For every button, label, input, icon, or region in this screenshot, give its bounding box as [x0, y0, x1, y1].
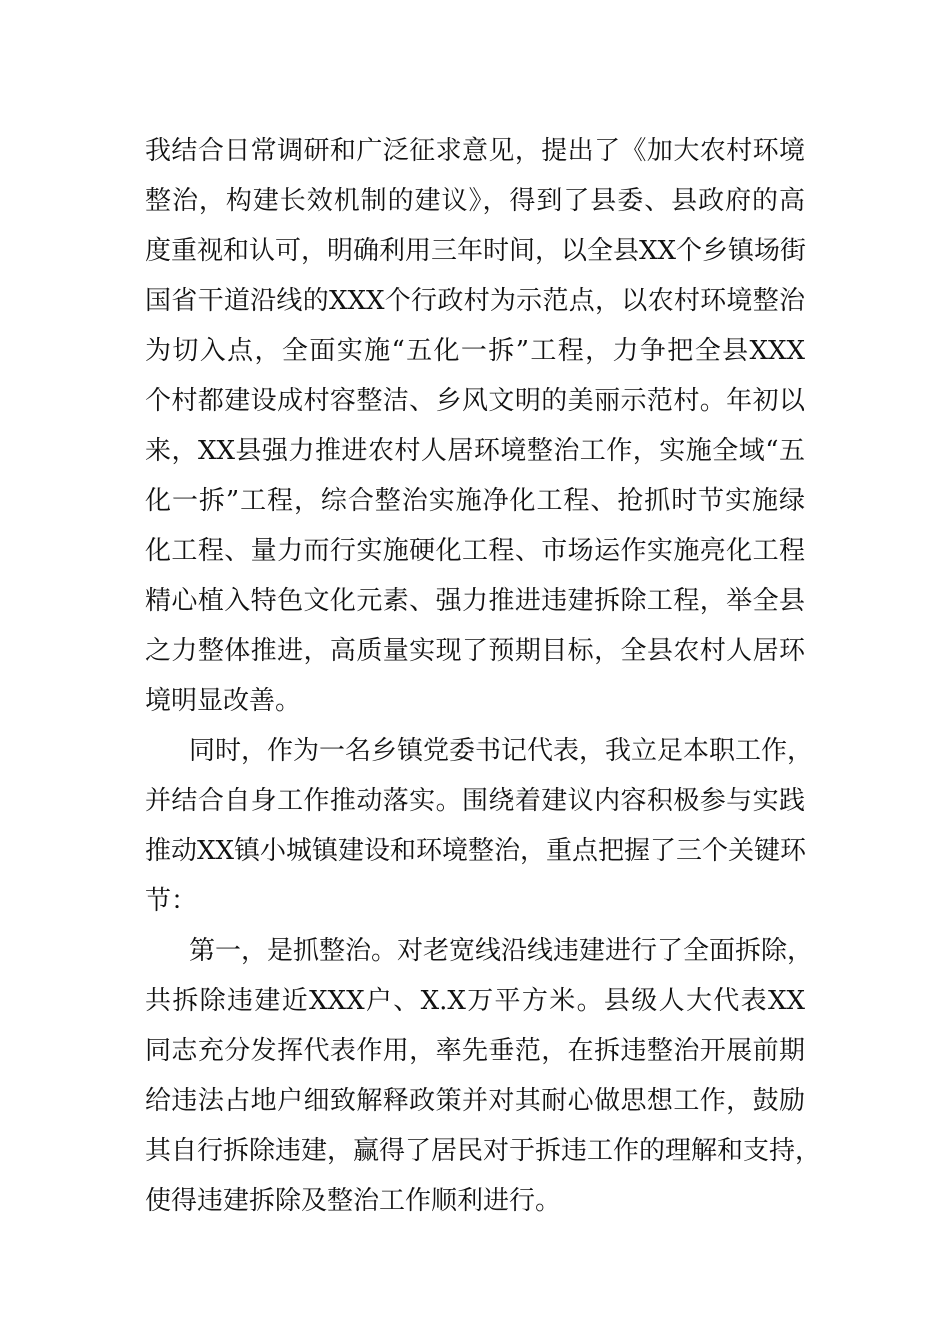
- paragraph-3-line-1: 第一，是抓整治。对老宽线沿线违建进行了全面拆除，: [189, 936, 814, 966]
- paragraph-1-line-4: 国省干道沿线的XXX个行政村为示范点，以农村环境整治: [145, 286, 805, 316]
- paragraph-2-line-3: 推动XX镇小城镇建设和环境整治，重点把握了三个关键环: [145, 836, 807, 866]
- paragraph-1-line-5: 为切入点，全面实施“五化一拆”工程，力争把全县XXX: [145, 336, 805, 366]
- paragraph-1-line-9: 化工程、量力而行实施硬化工程、市场运作实施亮化工程: [145, 536, 805, 566]
- paragraph-1-line-1: 我结合日常调研和广泛征求意见，提出了《加大农村环境: [145, 136, 805, 166]
- paragraph-1-line-7: 来，XX县强力推进农村人居环境整治工作，实施全域“五: [145, 436, 805, 466]
- paragraph-1-line-2: 整治，构建长效机制的建议》，得到了县委、县政府的高: [145, 186, 805, 216]
- paragraph-3-line-2: 共拆除违建近XXX户、X.X万平方米。县级人大代表XX: [145, 986, 805, 1016]
- paragraph-2-line-4: 节：: [145, 886, 198, 916]
- paragraph-2-line-1: 同时，作为一名乡镇党委书记代表，我立足本职工作，: [189, 736, 814, 766]
- paragraph-1-line-8: 化一拆”工程，综合整治实施净化工程、抢抓时节实施绿: [145, 486, 805, 516]
- paragraph-3-line-4: 给违法占地户细致解释政策并对其耐心做思想工作，鼓励: [145, 1086, 805, 1116]
- paragraph-1-line-10: 精心植入特色文化元素、强力推进违建拆除工程，举全县: [145, 586, 805, 616]
- paragraph-3-line-6: 使得违建拆除及整治工作顺利进行。: [145, 1186, 562, 1216]
- paragraph-3-line-5: 其自行拆除违建，赢得了居民对于拆违工作的理解和支持，: [145, 1136, 822, 1166]
- paragraph-1-line-12: 境明显改善。: [145, 686, 302, 716]
- paragraph-1-line-6: 个村都建设成村容整洁、乡风文明的美丽示范村。年初以: [145, 386, 805, 416]
- paragraph-2-line-2: 并结合自身工作推动落实。围绕着建议内容积极参与实践: [145, 786, 805, 816]
- paragraph-1-line-3: 度重视和认可，明确利用三年时间，以全县XX个乡镇场街: [145, 236, 807, 266]
- paragraph-1-line-11: 之力整体推进，高质量实现了预期目标，全县农村人居环: [145, 636, 805, 666]
- document-body: [145, 126, 822, 1226]
- paragraph-3-line-3: 同志充分发挥代表作用，率先垂范，在拆违整治开展前期: [145, 1036, 805, 1066]
